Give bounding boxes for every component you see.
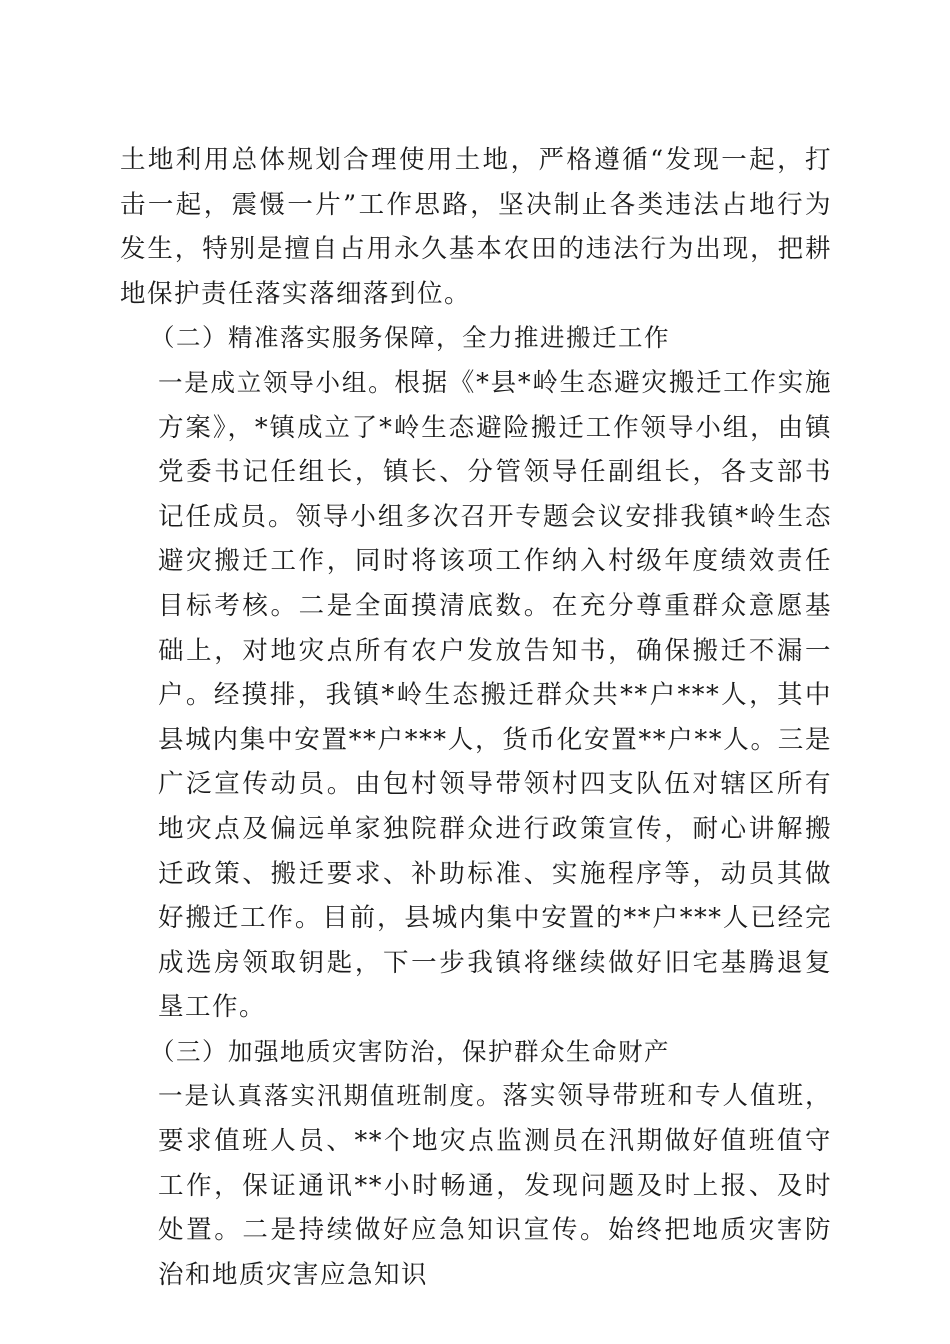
paragraph-disaster-prevention-body: 落实领导带班和专人值班，要求值班人员、**个地灾点监测员在汛期做好值班值守工作，保证通讯**小时畅通，发现问题及时上报、及时处置。二是持续做好应急知识宣传。始终把地质灾害防治和地质灾害应急知识 [158,1081,832,1290]
lead-phrase-leadership-group: 一是成立领导小组。 [158,367,395,397]
section-heading-relocation: （二）精准落实服务保障，全力推进搬迁工作 [150,323,670,353]
paragraph-relocation [120,361,832,1030]
paragraph-disaster-prevention [120,1074,832,1297]
section-heading-disaster-prevention: （三）加强地质灾害防治，保护群众生命财产 [150,1036,670,1066]
paragraph-relocation-body: 根据《*县*岭生态避灾搬迁工作实施方案》，*镇成立了*岭生态避险搬迁工作领导小组，由镇党委书记任组长，镇长、分管领导任副组长，各支部书记任成员。领导小组多次召开专题会议安排我镇*岭生态避灾搬迁工作，同时将该项工作纳入村级年度绩效责任目标考核。二是全面摸清底数。在充分尊重群众意愿基础上，对地灾点所有农户发放告知书，确保搬迁不漏一户。经摸排，我镇*岭生态搬迁群众共**户***人，其中县城内集中安置**户***人，货币化安置**户**人。三是广泛宣传动员。由包村领导带领村四支队伍对辖区所有地灾点及偏远单家独院群众进行政策宣传，耐心讲解搬迁政策、搬迁要求、补助标准、实施程序等，动员其做好搬迁工作。目前，县城内集中安置的**户***人已经完成选房领取钥匙，下一步我镇将继续做好旧宅基腾退复垦工作。 [158,367,832,1023]
document-body [120,138,832,1297]
lead-phrase-duty-system: 一是认真落实汛期值班制度。 [158,1081,503,1111]
paragraph-land-use: 土地利用总体规划合理使用土地，严格遵循“发现一起，打击一起，震慑一片”工作思路，坚决制止各类违法占地行为发生，特别是擅自占用永久基本农田的违法行为出现，把耕地保护责任落实落细落到位。 [120,145,832,309]
